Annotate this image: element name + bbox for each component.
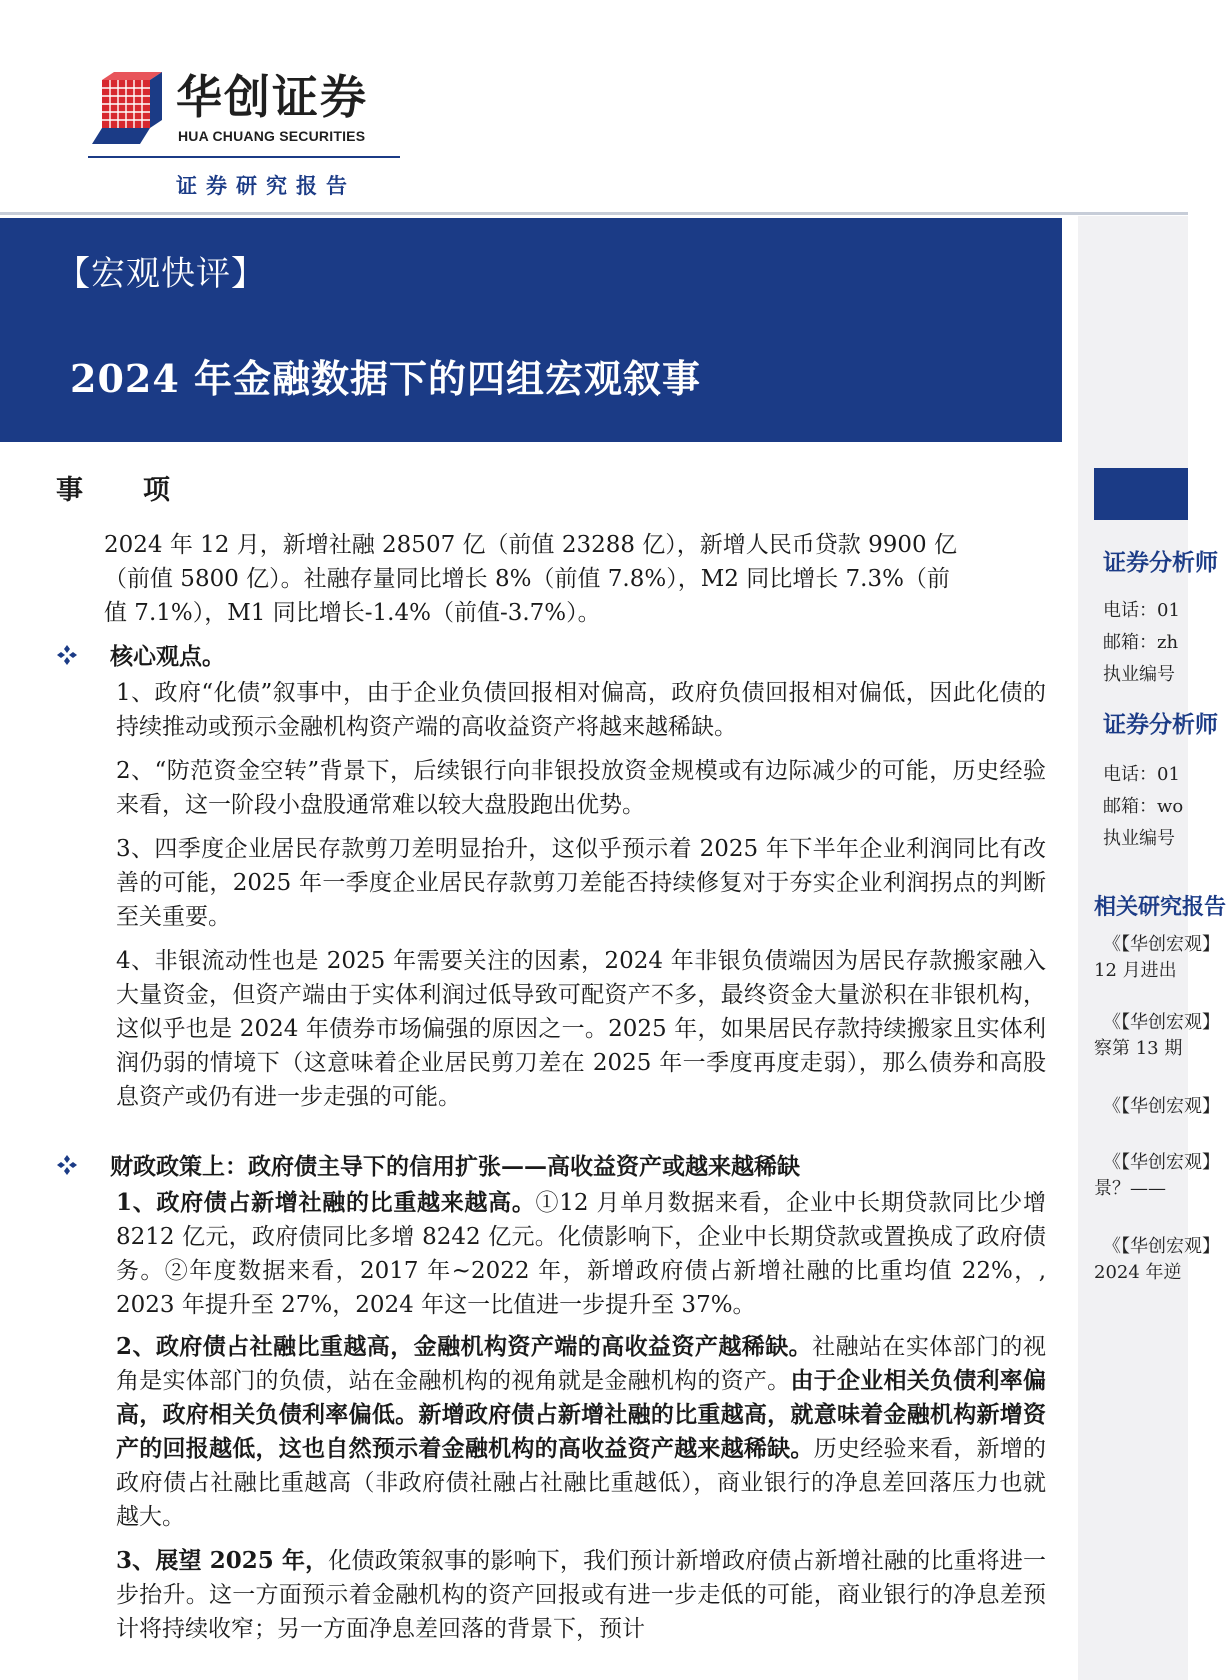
fiscal-p2-body-2: 历史经验来看，新增的政府债占社融比重越高（非政府债社融占社融比重越低），商业银行的净息差回落压力也就越大。 <box>116 1436 1047 1530</box>
analyst-2-title: 证券分析师 <box>1103 711 1218 738</box>
analyst-2-email: 邮箱：wo <box>1103 796 1184 817</box>
fiscal-paragraph-3 <box>116 1544 1046 1646</box>
analyst-1-phone: 电话：01 <box>1103 600 1180 621</box>
fiscal-p3-body: 化债政策叙事的影响下，我们预计新增政府债占新增社融的比重将进一步抬升。这一方面预示着金融机构的资产回报或有进一步走低的可能，商业银行的净息差预计将持续收窄；另一方面净息差回落的背景下，预计 <box>116 1548 1046 1642</box>
core-views-heading <box>56 638 225 671</box>
sidebar <box>1094 520 1226 1680</box>
analyst-2-phone: 电话：01 <box>1103 764 1180 785</box>
analyst-1-license: 执业编号 <box>1103 664 1175 685</box>
four-diamond-bullet-icon <box>56 1154 78 1176</box>
fiscal-p2-body-1: 社融站在实体部门的视角是实体部门的负债，站在金融机构的视角就是金融机构的资产。 <box>116 1334 1046 1394</box>
analyst-1-title: 证券分析师 <box>1103 549 1218 576</box>
fiscal-p1-lead: 1、政府债占新增社融的比重越来越高。 <box>116 1189 536 1216</box>
related-link-1[interactable]: 《【华创宏观】 <box>1103 934 1220 955</box>
related-link-4-cont[interactable]: 景？—— <box>1094 1178 1166 1199</box>
core-point-1: 1、政府“化债”叙事中，由于企业负债回报相对偏高，政府负债回报相对偏低，因此化债的持续推动或预示金融机构资产端的高收益资产将越来越稀缺。 <box>116 680 1046 740</box>
fiscal-p3-lead: 3、展望 2025 年， <box>116 1547 329 1574</box>
event-line-1: 2024 年 12 月，新增社融 28507 亿（前值 23288 亿），新增人民币贷款 9900 亿 <box>104 532 957 558</box>
event-line-3: 值 7.1%），M1 同比增长-1.4%（前值-3.7%）。 <box>104 600 601 626</box>
core-point-2: 2、“防范资金空转”背景下，后续银行向非银投放资金规模或有边际减少的可能，历史经验来看，这一阶段小盘股通常难以较大盘股跑出优势。 <box>116 758 1046 818</box>
title-banner <box>0 218 1062 442</box>
related-link-2[interactable]: 《【华创宏观】 <box>1103 1012 1220 1033</box>
company-name-cn: 华创证券 <box>176 70 368 124</box>
related-research-title: 相关研究报告 <box>1094 894 1226 920</box>
section-label-a: 事 <box>56 475 83 506</box>
company-name-en: HUA CHUANG SECURITIES <box>178 128 366 144</box>
fiscal-p1-body: ①12 月单月数据来看，企业中长期贷款同比少增 8212 亿元，政府债同比多增 8242 亿元。化债影响下，企业中长期贷款或置换成了政府债务。②年度数据来看，2017 年~2022 年，新增政府债占新增社融的比重均值 22%，, 2023 年提升至 27%，2024 年这一比值进一步提升至 37%。 <box>116 1190 1046 1318</box>
fiscal-p2-emphasis: 由于企业相关负债利率偏高，政府相关负债利率偏低。新增政府债占新增社融的比重越高，就意味着金融机构新增资产的回报越低，这也自然预示着金融机构的高收益资产越来越稀缺。 <box>116 1367 1047 1462</box>
four-diamond-bullet-icon <box>56 644 78 666</box>
report-title: 2024 年金融数据下的四组宏观叙事 <box>70 356 701 401</box>
core-point-3: 3、四季度企业居民存款剪刀差明显抬升，这似乎预示着 2025 年下半年企业利润同比有改善的可能，2025 年一季度企业居民存款剪刀差能否持续修复对于夯实企业利润拐点的判断至关重要。 <box>116 836 1046 930</box>
analyst-2-license: 执业编号 <box>1103 828 1175 849</box>
fiscal-paragraph-1 <box>116 1186 1046 1322</box>
fiscal-heading <box>56 1148 800 1181</box>
event-line-2: （前值 5800 亿）。社融存量同比增长 8%（前值 7.8%），M2 同比增长 7.3%（前 <box>104 566 950 592</box>
fiscal-paragraph-2 <box>116 1330 1046 1534</box>
fiscal-p2-lead: 2、政府债占社融比重越高，金融机构资产端的高收益资产越稀缺。 <box>116 1333 813 1360</box>
event-summary <box>104 528 1046 630</box>
report-type-label: 证券研究报告 <box>176 173 356 198</box>
report-header <box>0 0 1188 220</box>
report-category: 【宏观快评】 <box>56 254 266 294</box>
core-point-4: 4、非银流动性也是 2025 年需要关注的因素，2024 年非银负债端因为居民存款搬家融入大量资金，但资产端由于实体利润过低导致可配资产不多，最终资金大量淤积在非银机构，这似乎也是 2024 年债券市场偏强的原因之一。2025 年，如果居民存款持续搬家且实体利润仍弱的情境下（这意味着企业居民剪刀差在 2025 年一季度再度走弱），那么债券和高股息资产或仍有进一步走强的可能。 <box>116 948 1046 1110</box>
analyst-1-email: 邮箱：zh <box>1103 632 1179 653</box>
section-label-b: 项 <box>143 475 170 506</box>
related-link-5[interactable]: 《【华创宏观】 <box>1103 1236 1220 1257</box>
hua-chuang-logo-icon <box>88 70 164 146</box>
header-divider <box>0 212 1188 215</box>
related-link-1-cont[interactable]: 12 月进出 <box>1094 960 1177 981</box>
core-views-title: 核心观点。 <box>110 643 225 670</box>
section-heading-events <box>56 468 170 507</box>
logo-divider <box>88 156 400 158</box>
related-link-4[interactable]: 《【华创宏观】 <box>1103 1152 1220 1173</box>
related-link-2-cont[interactable]: 察第 13 期 <box>1094 1038 1183 1059</box>
fiscal-title: 财政政策上：政府债主导下的信用扩张——高收益资产或越来越稀缺 <box>110 1153 800 1180</box>
related-link-3[interactable]: 《【华创宏观】 <box>1103 1096 1220 1117</box>
related-link-5-cont[interactable]: 2024 年逆 <box>1094 1262 1182 1283</box>
sidebar-header-bar <box>1094 468 1188 520</box>
